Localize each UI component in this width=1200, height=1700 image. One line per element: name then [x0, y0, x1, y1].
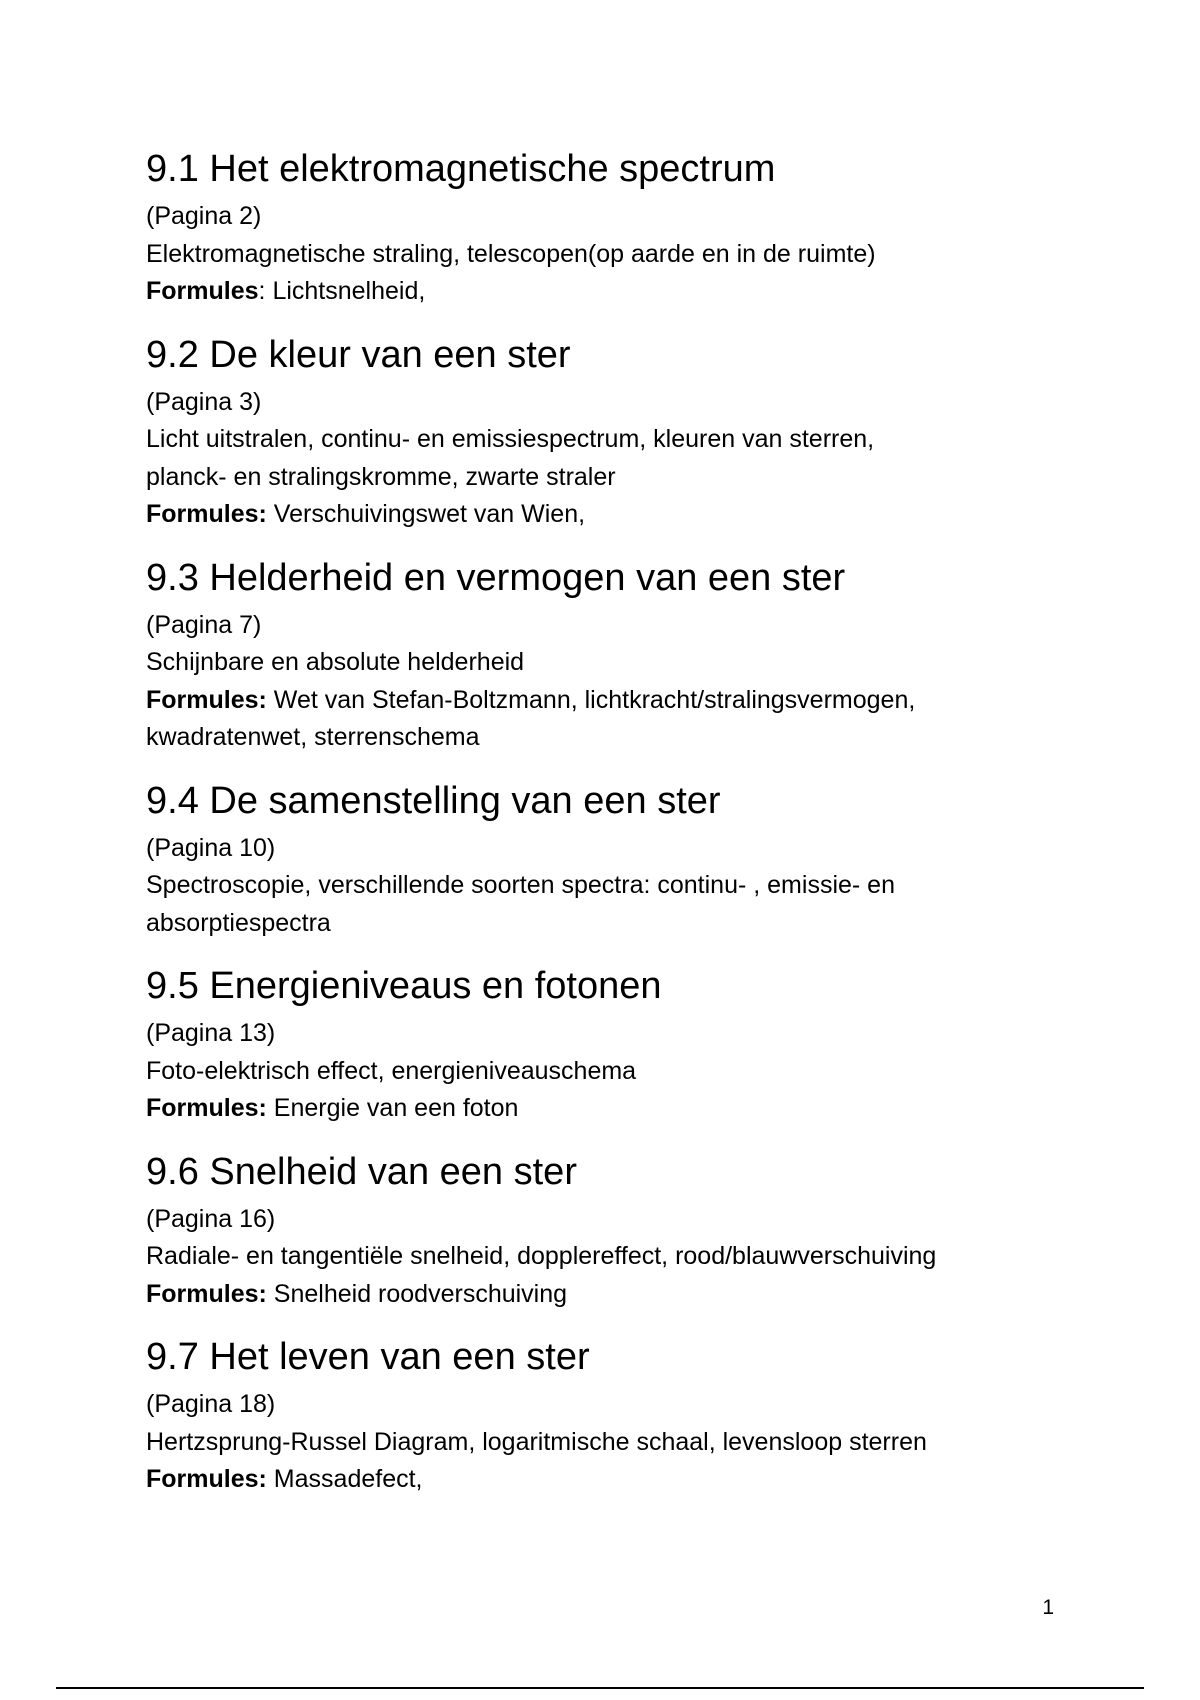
section-topics: Foto-elektrisch effect, energieniveauschema	[146, 1056, 637, 1085]
section-9-1	[146, 140, 1066, 311]
section-9-7	[146, 1328, 1066, 1499]
bottom-divider	[56, 1687, 1144, 1689]
section-page-ref: (Pagina 7)	[146, 610, 262, 639]
formulas-text: Massadefect,	[266, 1465, 423, 1493]
section-9-4	[146, 772, 1066, 943]
formulas-label: Formules:	[146, 500, 267, 528]
section-title: 9.7 Het leven van een ster	[146, 1336, 590, 1378]
section-page-ref: (Pagina 3)	[146, 387, 262, 416]
section-title: 9.6 Snelheid van een ster	[146, 1150, 577, 1193]
formulas-text: Energie van een foton	[266, 1094, 519, 1122]
table-of-contents	[146, 140, 1066, 1499]
section-formulas	[146, 682, 1036, 757]
formulas-label: Formules	[146, 277, 259, 305]
formulas-text: Wet van Stefan-Boltzmann, lichtkracht/stralingsvermogen, kwadratenwet, sterrenschema	[146, 685, 916, 751]
section-topics: Hertzsprung-Russel Diagram, logaritmische schaal, levensloop sterren	[146, 1427, 927, 1456]
section-9-2	[146, 326, 1066, 534]
section-formulas	[146, 1461, 1066, 1499]
formulas-label: Formules:	[146, 1465, 267, 1493]
formulas-label: Formules:	[146, 1279, 267, 1308]
formulas-separator: :	[258, 277, 273, 305]
section-title: 9.5 Energieniveaus en fotonen	[146, 965, 662, 1007]
formulas-text: Snelheid roodverschuiving	[266, 1279, 568, 1308]
section-9-3	[146, 549, 1066, 757]
section-formulas	[146, 496, 1066, 534]
section-page-ref: (Pagina 2)	[146, 202, 262, 230]
section-topics: Licht uitstralen, continu- en emissiespectrum, kleuren van sterren, planck- en stralingskromme, zwarte straler	[146, 425, 875, 491]
section-title: 9.4 De samenstelling van een ster	[146, 779, 721, 822]
page-number: 1	[1042, 1596, 1054, 1619]
section-formulas	[146, 1090, 1066, 1128]
section-9-6	[146, 1143, 1066, 1314]
section-topics: Spectroscopie, verschillende soorten spectra: continu- , emissie- en absorptiespectra	[146, 871, 895, 937]
section-page-ref: (Pagina 13)	[146, 1019, 276, 1047]
formulas-text: Verschuivingswet van Wien,	[266, 500, 586, 528]
section-page-ref: (Pagina 10)	[146, 833, 276, 862]
section-formulas	[146, 273, 1066, 311]
formulas-text: Lichtsnelheid,	[272, 277, 426, 305]
section-page-ref: (Pagina 18)	[146, 1390, 276, 1418]
section-page-ref: (Pagina 16)	[146, 1204, 276, 1233]
section-topics: Elektromagnetische straling, telescopen(op aarde en in de ruimte)	[146, 239, 876, 268]
section-title: 9.1 Het elektromagnetische spectrum	[146, 148, 776, 190]
section-title: 9.3 Helderheid en vermogen van een ster	[146, 556, 846, 599]
formulas-label: Formules:	[146, 1094, 267, 1122]
section-title: 9.2 De kleur van een ster	[146, 333, 571, 376]
section-topics: Schijnbare en absolute helderheid	[146, 648, 525, 676]
section-topics: Radiale- en tangentiële snelheid, dopplereffect, rood/blauwverschuiving	[146, 1242, 937, 1270]
section-9-5	[146, 957, 1066, 1128]
section-formulas	[146, 1276, 1066, 1314]
formulas-label: Formules:	[146, 685, 267, 714]
